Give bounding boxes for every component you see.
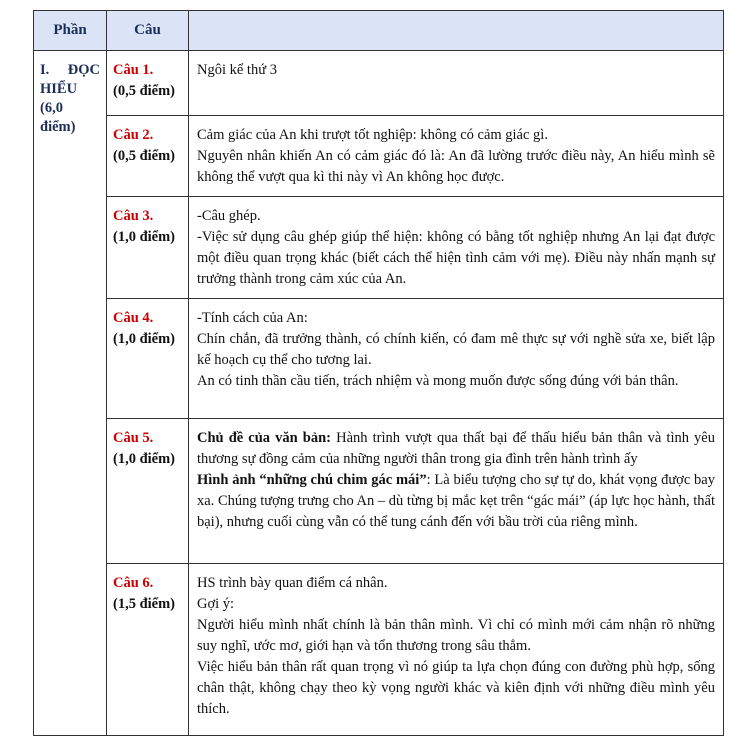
answer-line [197, 146, 715, 188]
answer-heading: Chủ đề của văn bản: [197, 430, 331, 446]
answer-text: Cảm giác của An khi trượt tốt nghiệp: không có cảm giác gì. [197, 127, 548, 143]
question-cell [107, 116, 189, 197]
answer-line [197, 428, 715, 470]
answer-line [197, 227, 715, 290]
table-row [34, 197, 724, 299]
answer-cell [189, 299, 724, 419]
answer-text: HS trình bày quan điểm cá nhân. [197, 575, 388, 591]
answer-cell [189, 564, 724, 736]
answer-line [197, 573, 715, 594]
question-score: (1,0 điểm) [113, 451, 176, 467]
answer-cell [189, 197, 724, 299]
answer-line [197, 594, 715, 615]
table-row [34, 116, 724, 197]
answer-text: Gợi ý: [197, 596, 235, 612]
answer-line [197, 60, 715, 81]
part-label: I. ĐỌC HIỂU (6,0 điểm) [34, 51, 107, 736]
answer-text: Hành trình vượt qua thất bại để thấu hiểu bản thân và tình yêu thương sự đồng cảm của những người thân trong gia đình trên hành trình ấy [197, 430, 715, 467]
answer-text: An có tinh thần cầu tiến, trách nhiệm và mong muốn được sống đúng với bản thân. [197, 373, 679, 389]
answer-text: -Việc sử dụng câu ghép giúp thể hiện: không có bằng tốt nghiệp nhưng An lại đạt được một điều quan trọng khác (biết cách thể hiện tình cảm với mẹ). Điều này nhấn mạnh sự trưởng thành trong cảm xúc của An. [197, 229, 715, 287]
answer-cell [189, 116, 724, 197]
answer-line [197, 329, 715, 371]
answer-line [197, 206, 715, 227]
question-number: Câu 3. [113, 208, 154, 224]
answer-line [197, 308, 715, 329]
question-score: (1,0 điểm) [113, 331, 176, 347]
question-cell [107, 419, 189, 564]
answer-heading: Hình ảnh “những chú chim gác mái” [197, 472, 427, 488]
question-score: (1,0 điểm) [113, 229, 176, 245]
answer-line [197, 470, 715, 533]
answer-line [197, 371, 715, 392]
answer-text: Việc hiểu bản thân rất quan trọng vì nó giúp ta lựa chọn đúng con đường phù hợp, sống chân thật, không chạy theo kỳ vọng người khác và kiên định với những điều mình yêu thích. [197, 659, 715, 717]
question-number: Câu 1. [113, 62, 154, 78]
table-header-row [34, 11, 724, 51]
question-number: Câu 5. [113, 430, 154, 446]
answer-text: -Tính cách của An: [197, 310, 308, 326]
answer-text: Ngôi kể thứ 3 [197, 62, 277, 78]
answer-cell [189, 419, 724, 564]
header-part: Phần [34, 11, 107, 51]
answer-text: Người hiểu mình nhất chính là bản thân mình. Vì chỉ có mình mới cảm nhận rõ những suy nghĩ, ước mơ, giới hạn và tổn thương trong sâu thẳm. [197, 617, 715, 654]
question-cell [107, 197, 189, 299]
table-row [34, 51, 724, 116]
question-cell [107, 299, 189, 419]
table-row [34, 419, 724, 564]
table-row [34, 564, 724, 736]
question-score: (0,5 điểm) [113, 148, 176, 164]
question-number: Câu 4. [113, 310, 154, 326]
question-score: (1,5 điểm) [113, 596, 176, 612]
header-question: Câu [107, 11, 189, 51]
answer-line [197, 615, 715, 657]
question-number: Câu 6. [113, 575, 154, 591]
question-number: Câu 2. [113, 127, 154, 143]
header-answer [189, 11, 724, 51]
answer-text: : Là biểu tượng cho sự tự do, khát vọng được bay xa. Chúng tượng trưng cho An – dù từng bị mắc kẹt trên “gác mái” (áp lực học hành, thất bại), nhưng cuối cùng vẫn có thể tung cánh đến với bầu trời của riêng mình. [197, 472, 715, 530]
answer-text: Chín chắn, đã trưởng thành, có chính kiến, có đam mê thực sự với nghề sửa xe, biết lập kế hoạch cụ thể cho tương lai. [197, 331, 715, 368]
question-cell [107, 51, 189, 116]
answer-text: Nguyên nhân khiến An có cảm giác đó là: An đã lường trước điều này, An hiểu mình sẽ không thể vượt qua kì thi này vì An không học được. [197, 148, 715, 185]
answer-cell [189, 51, 724, 116]
answer-line [197, 125, 715, 146]
question-cell [107, 564, 189, 736]
question-score: (0,5 điểm) [113, 83, 176, 99]
answer-text: -Câu ghép. [197, 208, 261, 224]
table-row [34, 299, 724, 419]
answer-line [197, 657, 715, 720]
answer-key-table [33, 10, 724, 736]
